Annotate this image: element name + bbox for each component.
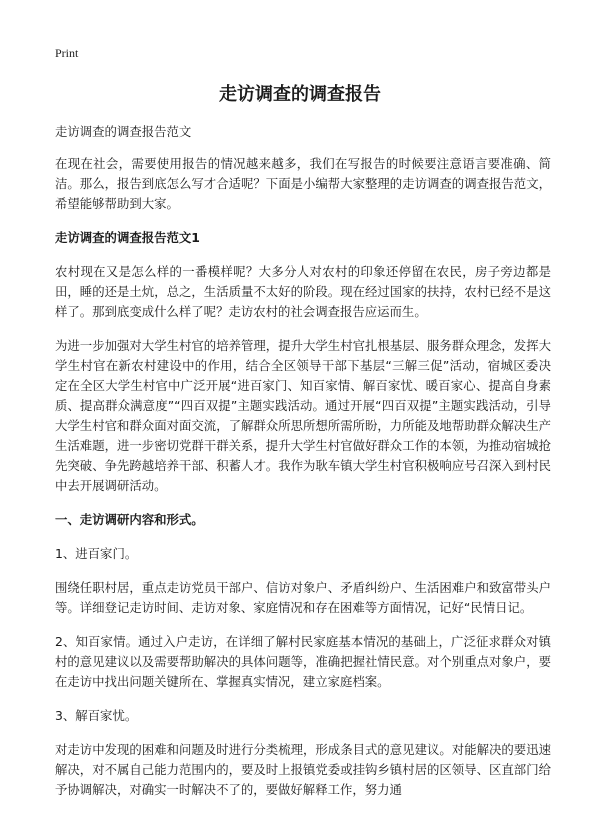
print-link[interactable]: Print [55,46,79,60]
paragraph-rural: 农村现在又是怎么样的一番模样呢？大多分人对农村的印象还停留在农民，房子旁边都是田，睡的还是土炕，总之，生活质量不太好的阶段。现在经过国家的扶持，农村已经不是这样了。那到底变成什么样了呢？走访农村的社会调查报告应运而生。 [55,264,551,319]
paragraph-activity: 为进一步加强对大学生村官的培养管理，提升大学生村官扎根基层、服务群众理念，发挥大学生村官在新农村建设中的作用，结合全区领导干部下基层“三解三促”活动，宿城区委决定在全区大学生村官中广泛开展“进百家门、知百家情、解百家忧、暖百家心、提高自身素质、提高群众满意度”“四百双提”主题实践活动。通过开展“四百双提”主题实践活动，引导大学生村官和群众面对面交流，了解群众所思所想所需所盼，力所能及地帮助群众解决生产生活难题，进一步密切党群干群关系，提升大学生村官做好群众工作的本领，为推动宿城抢先突破、争先跨越培养干部、积蓄人才。我作为耿车镇大学生村官积极响应号召深入到村民中去开展调研活动。 [55,338,551,493]
item-2-body: 2、知百家情。通过入户走访，在详细了解村民家庭基本情况的基础上，广泛征求群众对镇村的意见建议以及需要帮助解决的具体问题等，准确把握社情民意。对个别重点对象户，要在走访中找出问题关键所在、掌握真实情况，建立家庭档案。 [55,634,551,689]
item-1-heading: 1、进百家门。 [55,546,138,561]
document-subtitle: 走访调查的调查报告范文 [55,124,192,139]
item-1-body: 围绕任职村居，重点走访党员干部户、信访对象户、矛盾纠纷户、生活困难户和致富带头户等。详细登记走访时间、走访对象、家庭情况和存在困难等方面情况，记好“民情日记。 [55,580,551,615]
document-body [55,122,551,814]
heading-content-form: 一、走访调研内容和形式。 [55,512,204,527]
document-title: 走访调查的调查报告 [219,84,381,105]
item-3-heading: 3、解百家忧。 [55,708,138,723]
item-3-body: 对走访中发现的困难和问题及时进行分类梳理，形成条目式的意见建议。对能解决的要迅速解决，对不属自己能力范围内的，要及时上报镇党委或挂钩乡镇村居的区领导、区直部门给予协调解决，对确实一时解决不了的，要做好解释工作，努力通 [55,742,551,797]
intro-paragraph: 在现在社会，需要使用报告的情况越来越多，我们在写报告的时候要注意语言要准确、简洁。那么，报告到底怎么写才合适呢？下面是小编帮大家整理的走访调查的调查报告范文，希望能够帮助到大家。 [55,156,551,211]
section-heading: 走访调查的调查报告范文1 [55,230,200,245]
